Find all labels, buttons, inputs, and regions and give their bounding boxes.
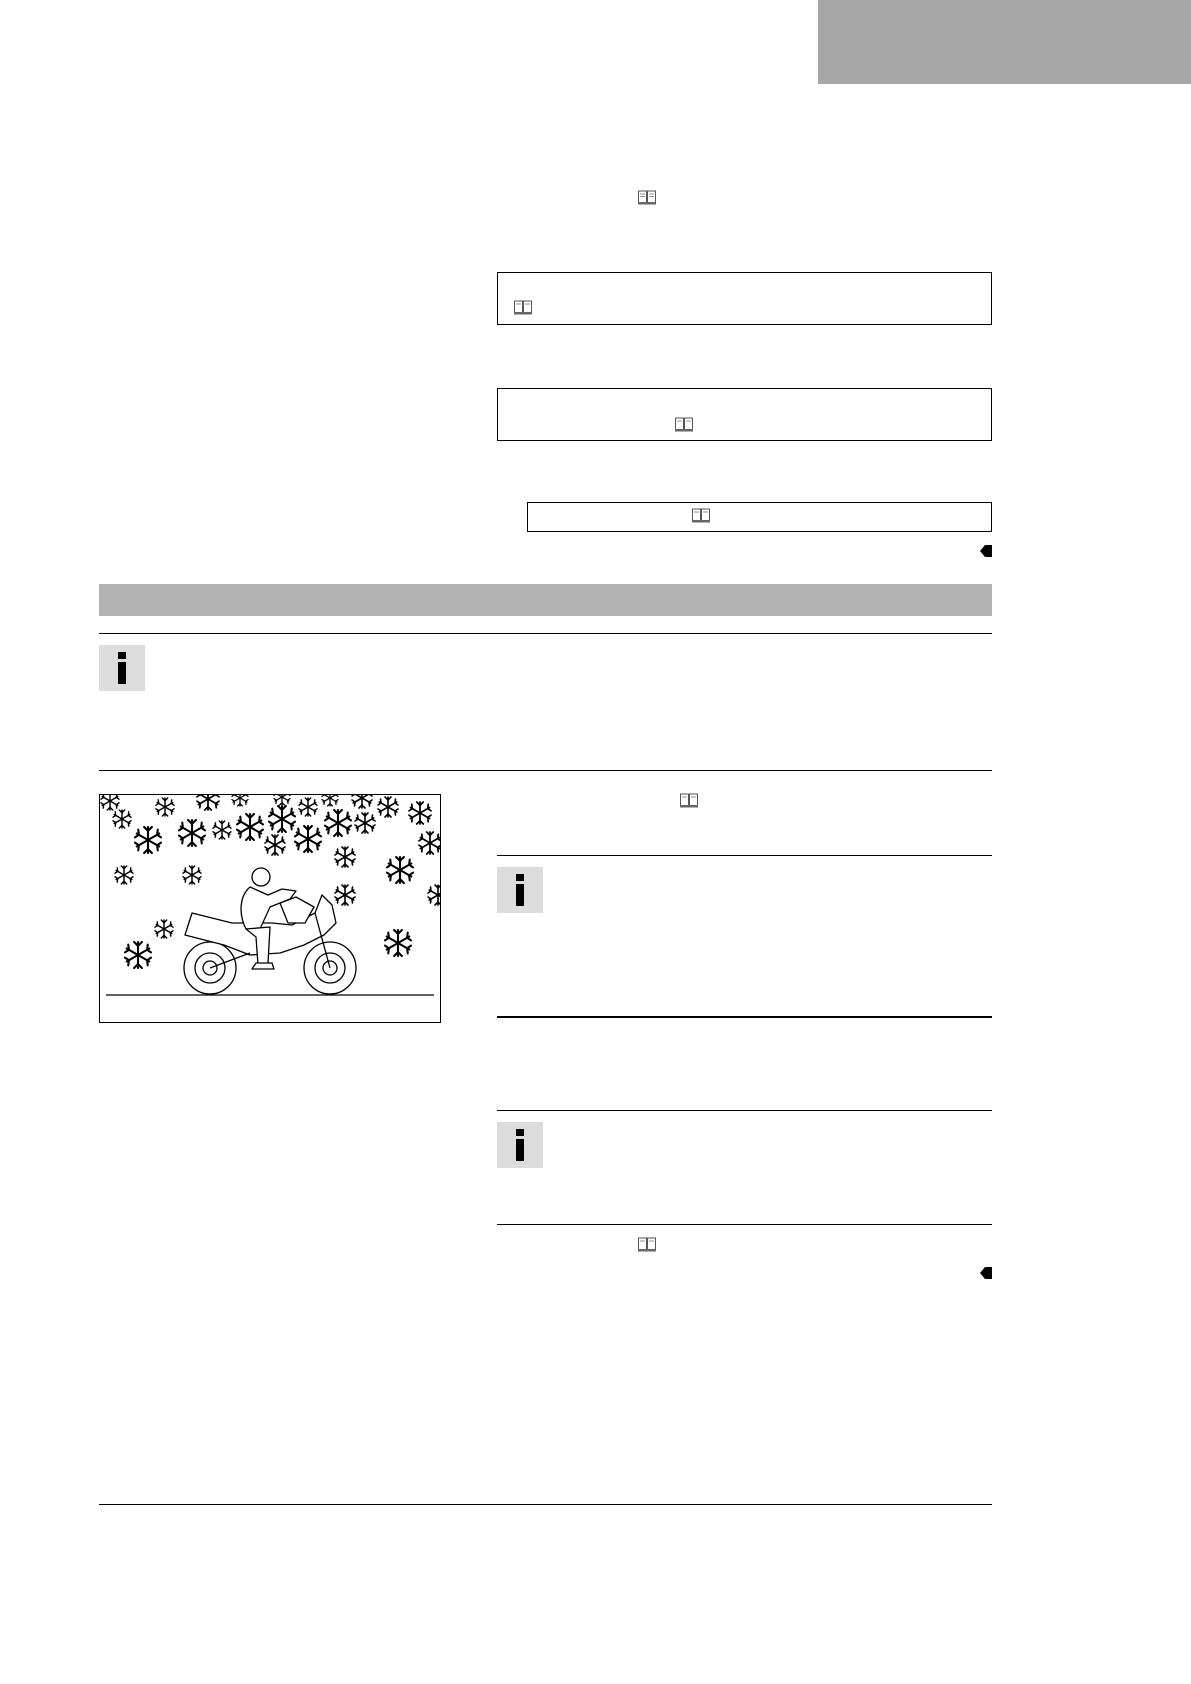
motorcycle-in-snow-illustration [99, 794, 441, 1023]
book-reference-icon [638, 1237, 656, 1252]
chapter-tab [818, 0, 1191, 84]
book-reference-icon [514, 300, 532, 315]
book-reference-icon [638, 190, 656, 205]
book-reference-icon [692, 508, 710, 523]
info-icon [497, 867, 543, 913]
info-bottom-rule [497, 1016, 992, 1018]
book-reference-icon [680, 793, 698, 808]
info-top-rule [497, 855, 992, 856]
info-top-rule [497, 1110, 992, 1111]
info-bottom-rule [497, 1224, 992, 1225]
info-bottom-rule [99, 770, 992, 771]
footer-rule [99, 1504, 992, 1505]
info-icon [99, 645, 145, 691]
section-heading-bar [99, 584, 992, 616]
note-box-1 [497, 272, 992, 325]
note-box-2 [497, 388, 992, 441]
book-reference-icon [675, 417, 693, 432]
info-icon [497, 1122, 543, 1168]
info-top-rule [99, 633, 992, 634]
note-box-3 [527, 502, 992, 532]
end-of-section-marker-icon [980, 1267, 992, 1279]
end-of-section-marker-icon [980, 545, 992, 557]
